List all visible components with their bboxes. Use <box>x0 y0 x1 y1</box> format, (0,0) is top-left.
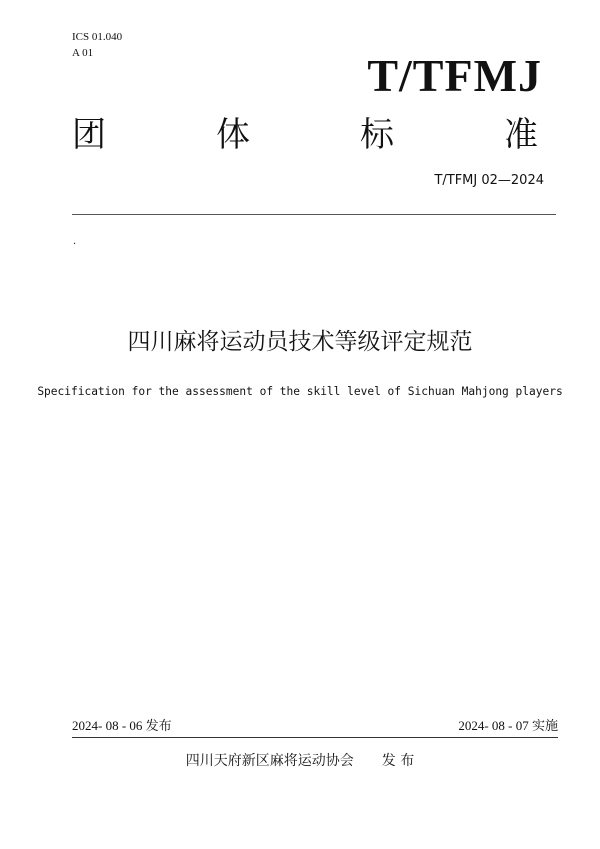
brand-code: T/TFMJ <box>367 50 542 101</box>
standard-type-heading <box>72 113 538 157</box>
issue-date: 2024- 08 - 06 发布 <box>72 718 172 733</box>
ccs-code: A 01 <box>72 47 94 59</box>
publisher-action: 发 布 <box>381 753 415 769</box>
bottom-divider <box>72 737 558 738</box>
publisher-name: 四川天府新区麻将运动协会 <box>185 753 354 769</box>
publisher-line <box>0 751 600 771</box>
standard-type-char: 准 <box>504 115 538 155</box>
ics-code: ICS 01.040 <box>72 31 123 43</box>
top-divider <box>72 214 556 215</box>
document-title-en: Specification for the assessment of the skill level of Sichuan Mahjong players <box>37 385 563 398</box>
implementation-date: 2024- 08 - 07 实施 <box>458 718 558 733</box>
standard-type-char: 标 <box>360 115 394 155</box>
marker-dot: . <box>73 236 77 247</box>
standard-type-char: 团 <box>72 115 106 155</box>
document-title-zh: 四川麻将运动员技术等级评定规范 <box>127 329 473 355</box>
standard-type-char: 体 <box>216 115 250 155</box>
standard-number: T/TFMJ 02—2024 <box>434 173 544 188</box>
